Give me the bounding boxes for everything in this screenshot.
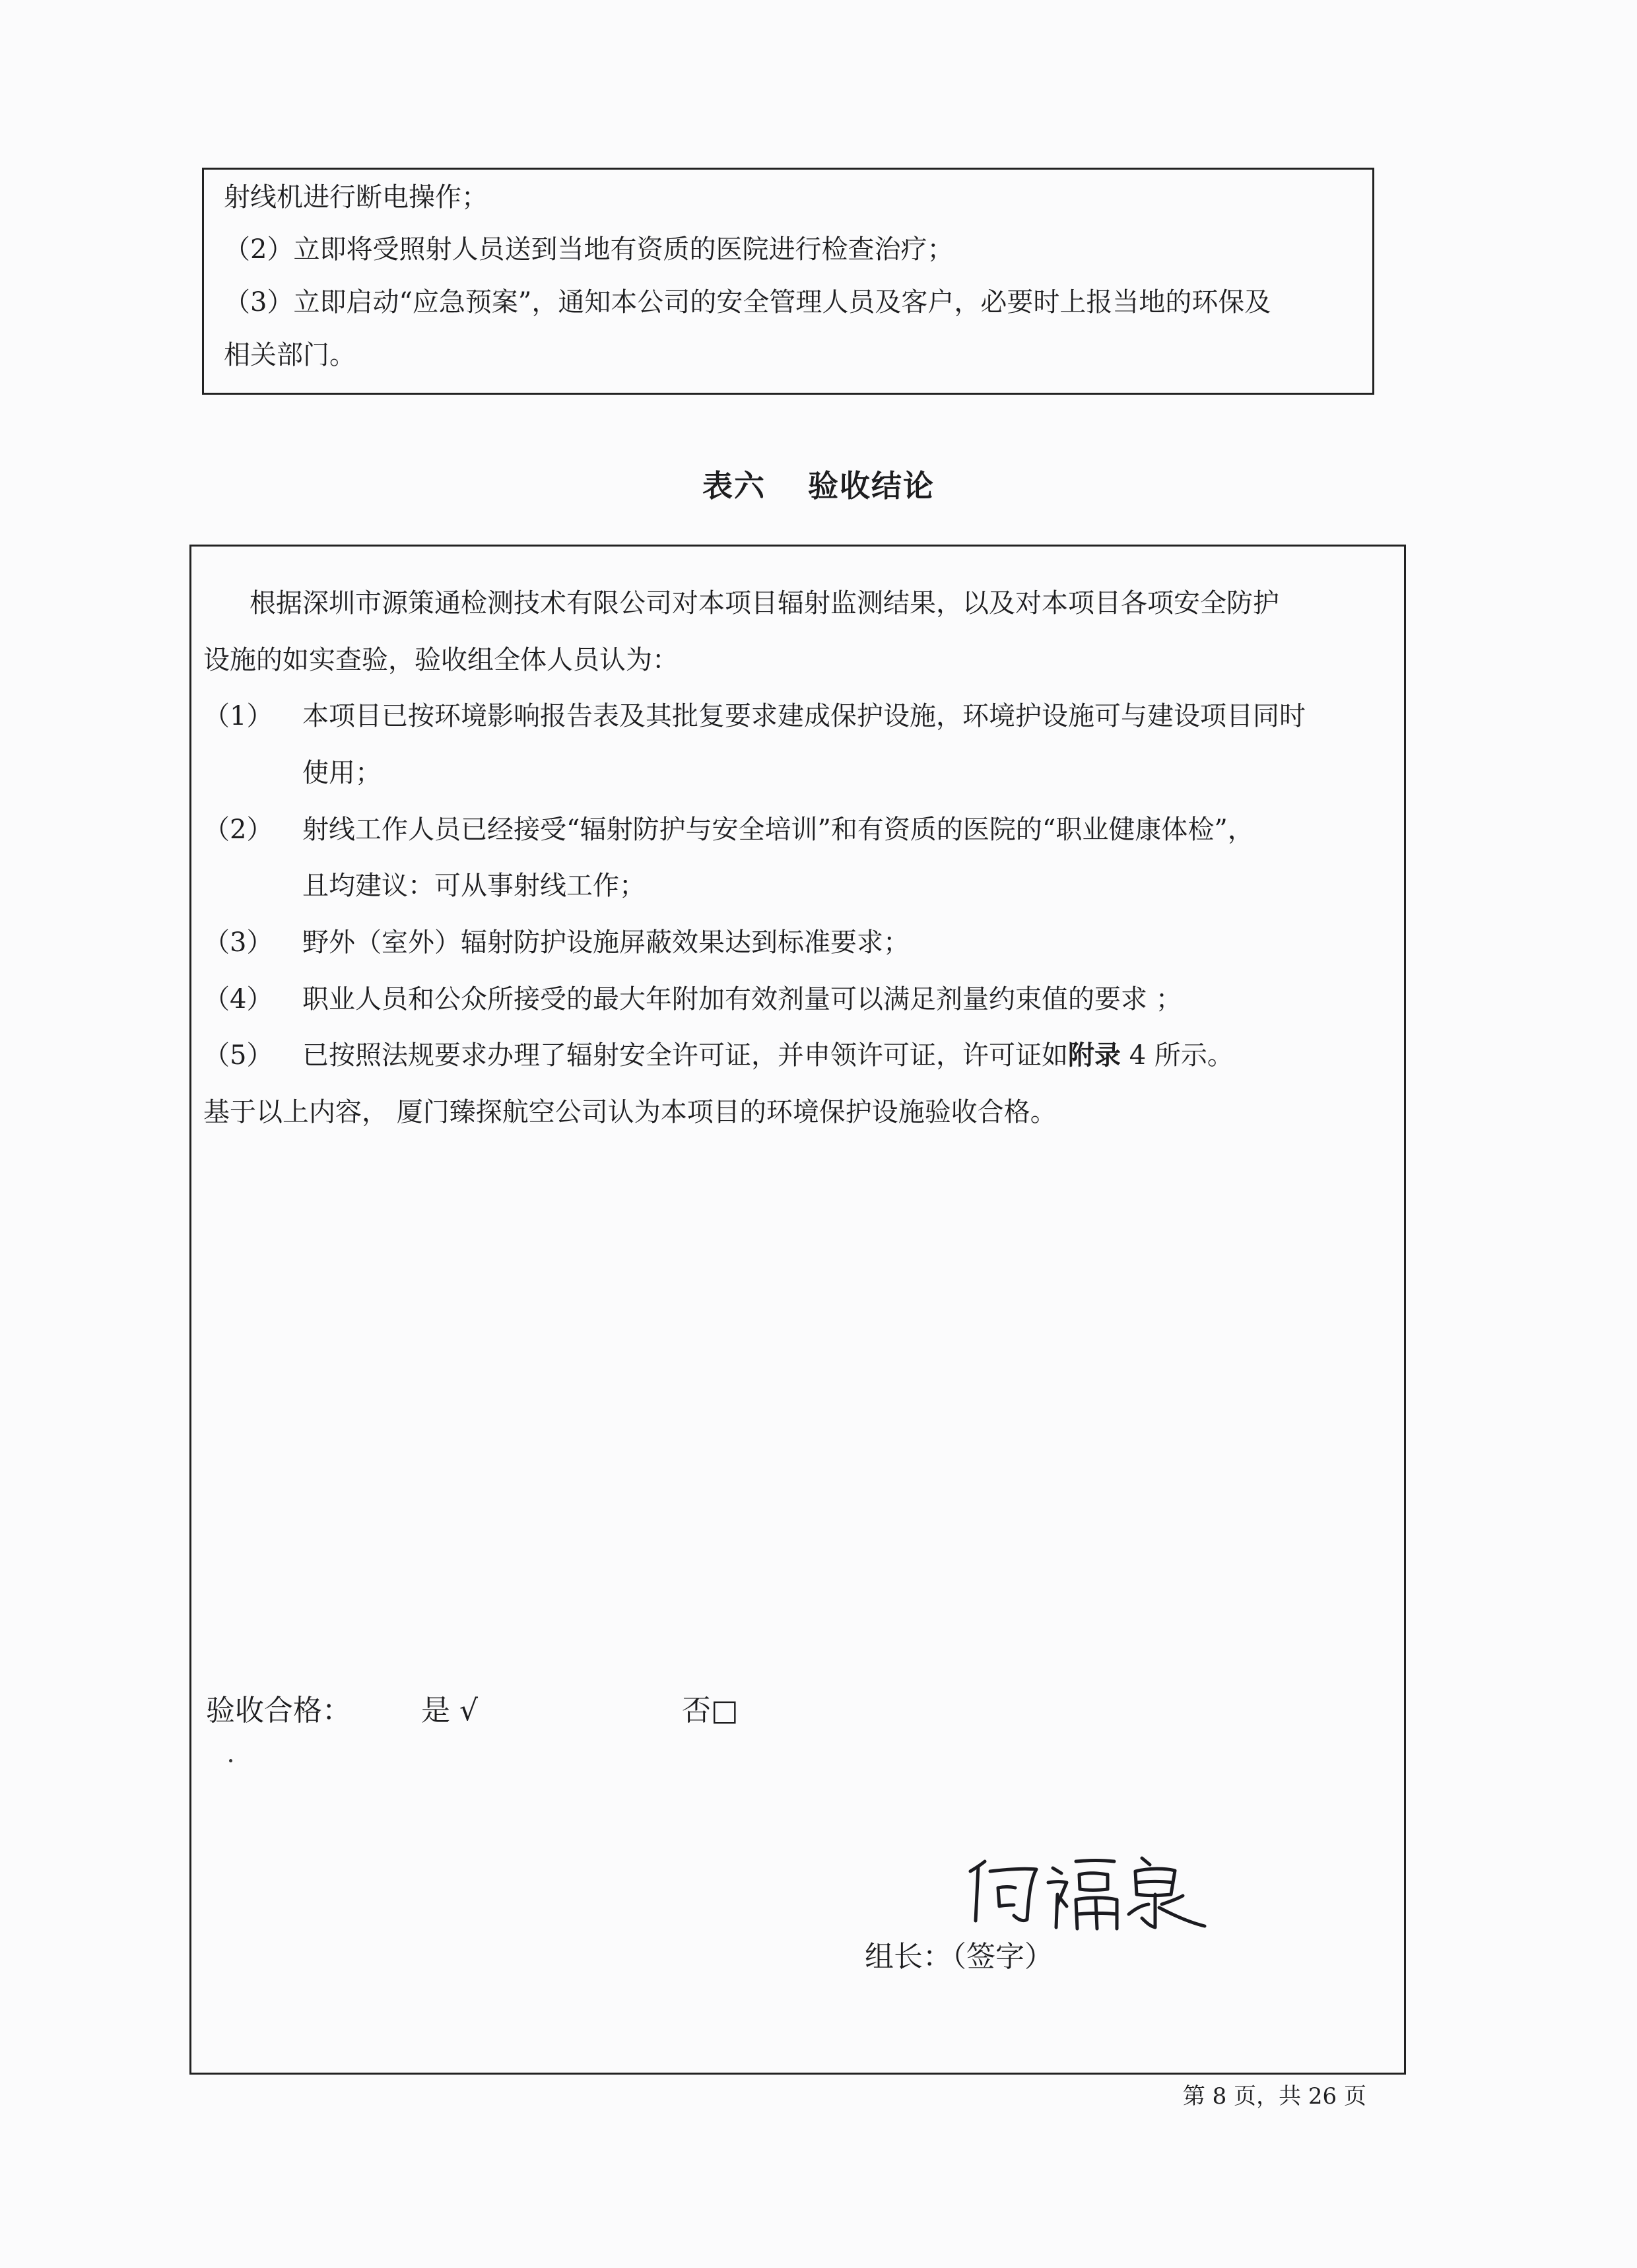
yes-label: 是 xyxy=(421,1694,450,1727)
appendix-ref: 附录 xyxy=(1068,1040,1121,1071)
acceptance-label: 验收合格： xyxy=(206,1694,351,1727)
page-number: 第 8 页，共 26 页 xyxy=(1182,2083,1366,2110)
text-line: 相关部门。 xyxy=(224,340,356,370)
item-text: 且均建议：可从事射线工作； xyxy=(302,871,646,901)
acceptance-yes xyxy=(421,1695,478,1727)
emergency-measures-box xyxy=(202,168,1374,395)
item-text-part: 已按照法规要求办理了辐射安全许可证，并申领许可证，许可证如 xyxy=(302,1040,1068,1071)
checkmark-icon: √ xyxy=(459,1694,479,1727)
acceptance-no xyxy=(682,1695,739,1727)
item-text: 本项目已按环境影响报告表及其批复要求建成保护设施，环境护设施可与建设项目同时 xyxy=(302,701,1306,731)
no-label: 否 xyxy=(682,1694,711,1727)
checkbox-empty-icon: □ xyxy=(711,1694,739,1727)
summary-line: 基于以上内容， 厦门臻探航空公司认为本项目的环境保护设施验收合格。 xyxy=(203,1097,1057,1127)
item-text: 野外（室外）辐射防护设施屏蔽效果达到标准要求； xyxy=(302,927,910,958)
intro-line: 根据深圳市源策通检测技术有限公司对本项目辐射监测结果，以及对本项目各项安全防护 xyxy=(250,588,1279,618)
item-text xyxy=(302,1040,1234,1071)
item-text: 射线工作人员已经接受“辐射防护与安全培训”和有资质的医院的“职业健康体检”， xyxy=(302,815,1254,845)
table-name: 验收结论 xyxy=(808,468,935,504)
item-number: （5） xyxy=(203,1040,273,1071)
item-number: （1） xyxy=(203,701,273,731)
text-line: 射线机进行断电操作； xyxy=(224,182,488,213)
item-text: 职业人员和公众所接受的最大年附加有效剂量可以满足剂量约束值的要求 ； xyxy=(302,984,1182,1015)
handwritten-signature xyxy=(944,1842,1221,1941)
text-line: （3）立即启动“应急预案”，通知本公司的安全管理人员及客户，必要时上报当地的环保及 xyxy=(224,287,1271,317)
conclusion-box xyxy=(189,545,1406,2075)
signature-label: 组长：（签字） xyxy=(865,1940,1053,1974)
item-number: （4） xyxy=(203,984,273,1015)
item-text-part: 4 所示。 xyxy=(1121,1040,1234,1071)
item-number: （3） xyxy=(203,927,273,958)
item-text: 使用； xyxy=(302,758,382,788)
intro-line: 设施的如实查验，验收组全体人员认为： xyxy=(203,645,679,675)
text-line: （2）立即将受照射人员送到当地有资质的医院进行检查治疗； xyxy=(224,234,954,265)
stray-mark xyxy=(229,1759,232,1762)
table-number: 表六 xyxy=(702,468,766,504)
item-number: （2） xyxy=(203,815,273,845)
section-title xyxy=(0,462,1637,506)
